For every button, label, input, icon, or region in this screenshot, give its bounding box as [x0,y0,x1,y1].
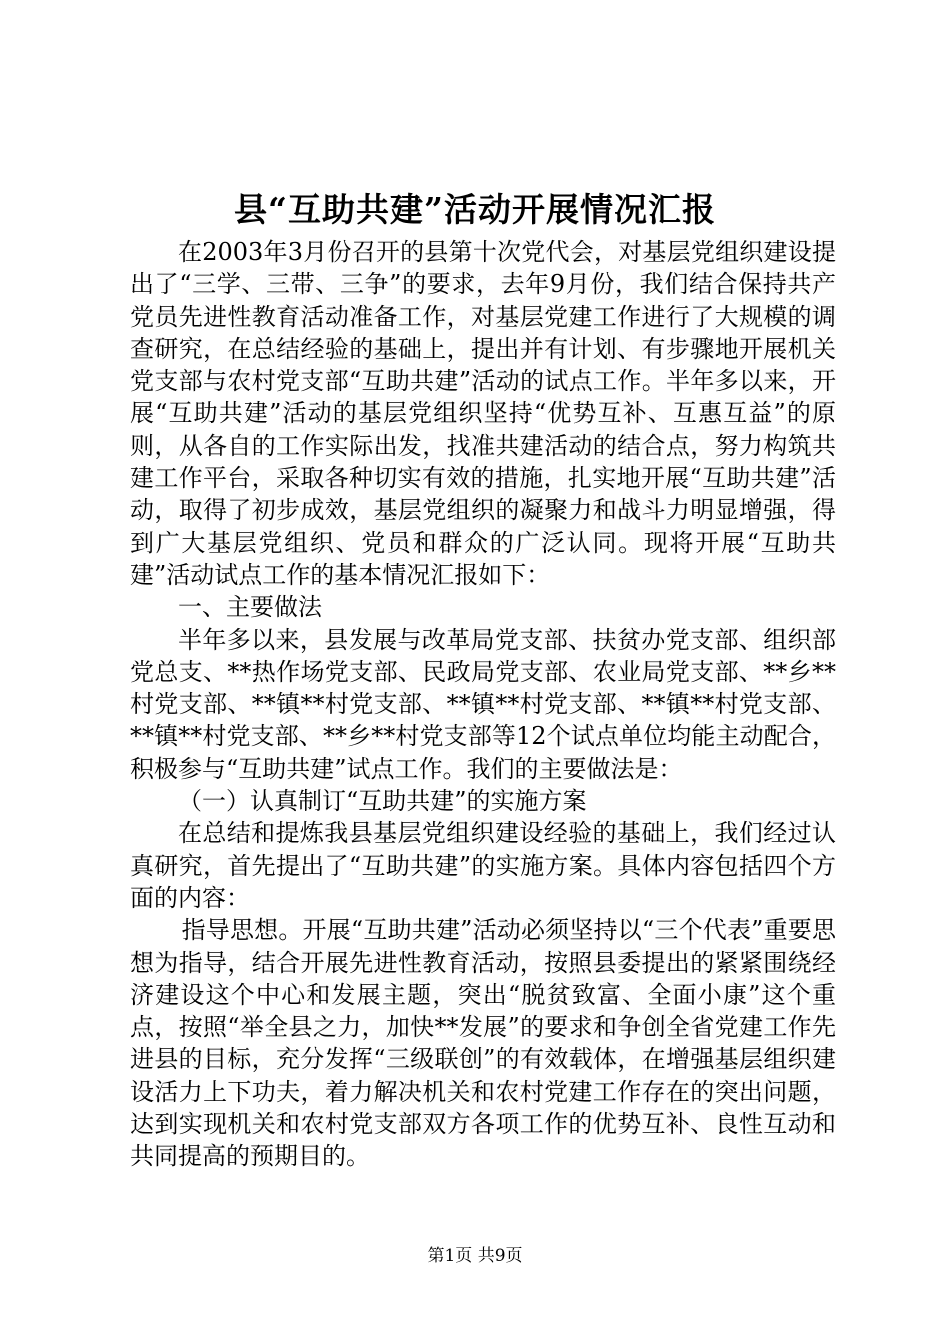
document-body [130,236,836,1173]
subsection-heading: （一）认真制订“互助共建”的实施方案 [178,787,587,816]
body-paragraph: 半年多以来，县发展与改革局党支部、扶贫办党支部、组织部党总支、**热作场党支部、民政局党支部、农业局党支部、**乡**村党支部、**镇**村党支部、**镇**村党支部、**镇**村党支部、**镇**村党支部、**乡**村党支部等12个试点单位均能主动配合，积极参与“互助共建”试点工作。我们的主要做法是： [130,625,836,783]
intro-paragraph: 在2003年3月份召开的县第十次党代会，对基层党组织建设提出了“三学、三带、三争”的要求，去年9月份，我们结合保持共产党员先进性教育活动准备工作，对基层党建工作进行了大规模的调查研究，在总结经验的基础上，提出并有计划、有步骤地开展机关党支部与农村党支部“互助共建”活动的试点工作。半年多以来，开展“互助共建”活动的基层党组织坚持“优势互补、互惠互益”的原则，从各自的工作实际出发，找准共建活动的结合点，努力构筑共建工作平台，采取各种切实有效的措施，扎实地开展“互助共建”活动，取得了初步成效，基层党组织的凝聚力和战斗力明显增强，得到广大基层党组织、党员和群众的广泛认同。现将开展“互助共建”活动试点工作的基本情况汇报如下： [130,238,836,589]
page-footer: 第1页 共9页 [427,1246,523,1266]
guiding-ideology-paragraph: 指导思想。开展“互助共建”活动必须坚持以“三个代表”重要思想为指导，结合开展先进性教育活动，按照县委提出的紧紧围绕经济建设这个中心和发展主题，突出“脱贫致富、全面小康”这个重点，按照“举全县之力，加快**发展”的要求和争创全省党建工作先进县的目标，充分发挥“三级联创”的有效载体，在增强基层组织建设活力上下功夫，着力解决机关和农村党建工作存在的突出问题，达到实现机关和农村党支部双方各项工作的优势互补、良性互动和共同提高的预期目的。 [130,916,836,1171]
section-heading: 一、主要做法 [178,593,322,622]
body-paragraph: 在总结和提炼我县基层党组织建设经验的基础上，我们经过认真研究，首先提出了“互助共建”的实施方案。具体内容包括四个方面的内容： [130,819,836,912]
document-title: 县“互助共建”活动开展情况汇报 [234,190,716,229]
